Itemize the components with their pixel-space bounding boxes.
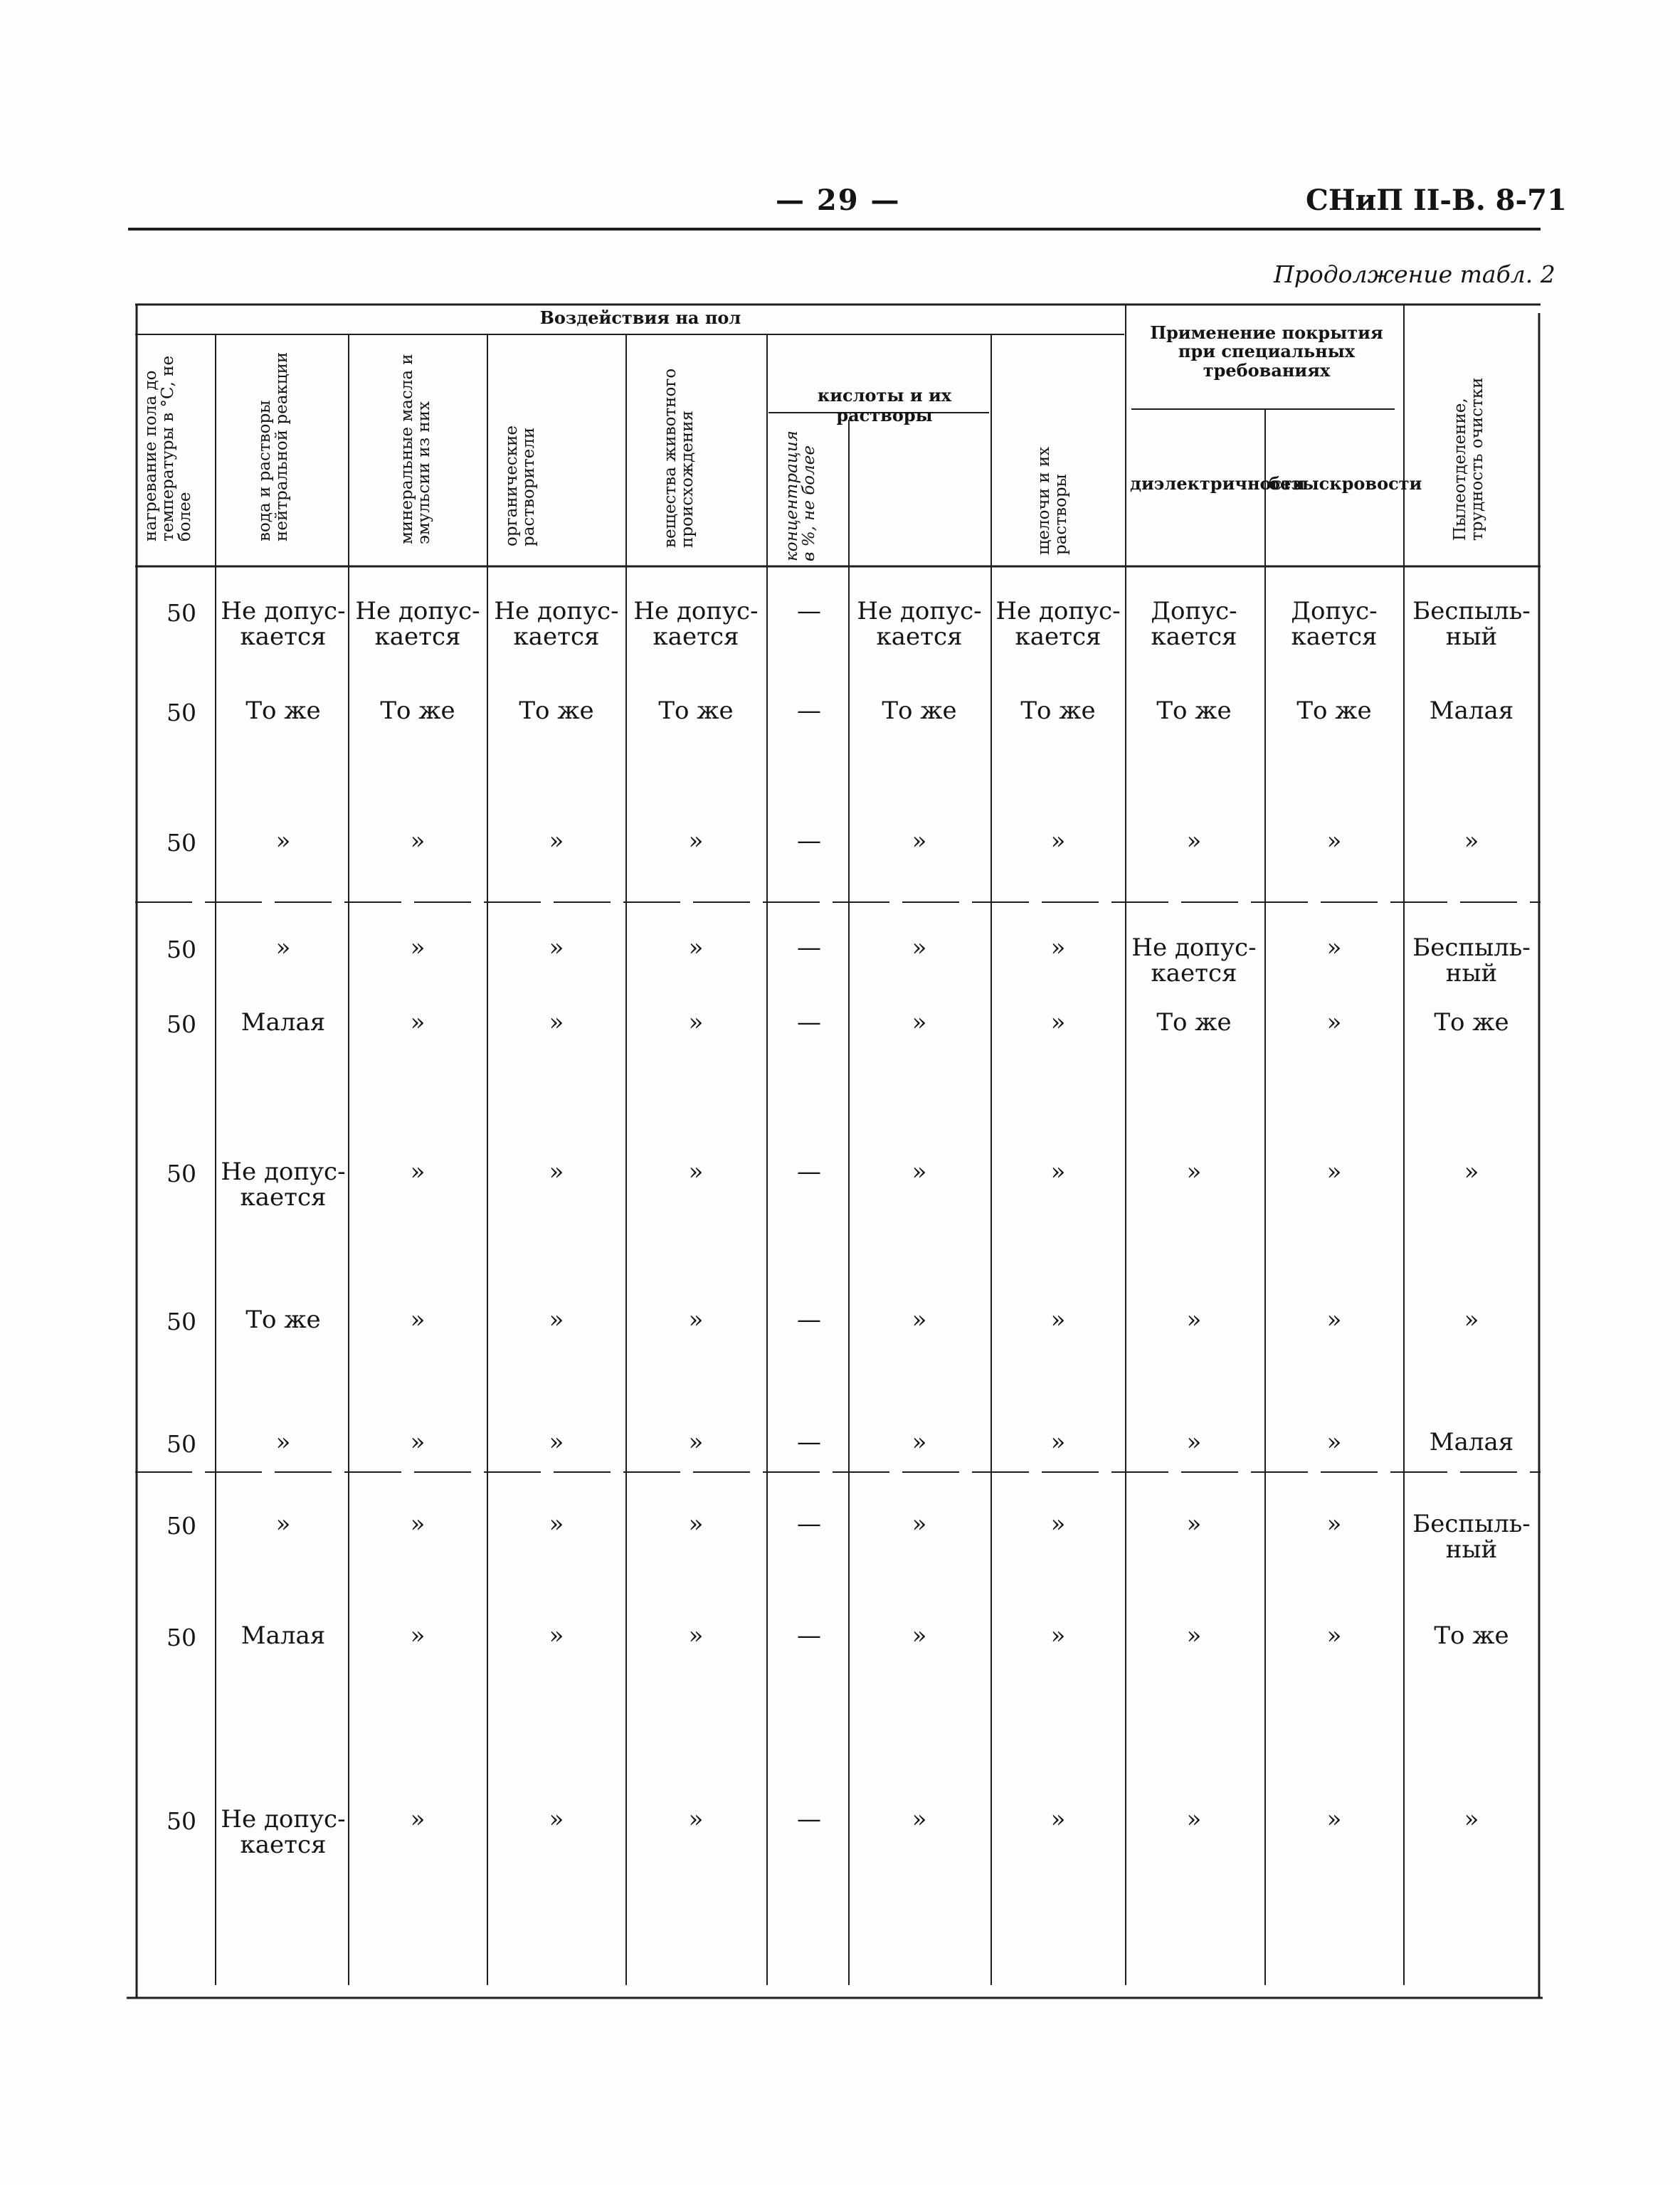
table-cell-temperature: 50 bbox=[167, 1624, 196, 1651]
table-cell: » bbox=[1464, 1306, 1479, 1334]
table-cell: » bbox=[1186, 1621, 1202, 1650]
col-header-dust: Пылеотделение, трудность очистки bbox=[1451, 377, 1487, 541]
table-cell: » bbox=[1050, 933, 1066, 962]
table-cell: » bbox=[1326, 1805, 1342, 1834]
table-cell: » bbox=[275, 933, 291, 962]
table-cell: » bbox=[1326, 827, 1342, 855]
table-cell: » bbox=[688, 933, 704, 962]
table-cell: » bbox=[549, 1510, 564, 1538]
table-cell-temperature: 50 bbox=[167, 1512, 196, 1540]
table-cell: » bbox=[1186, 827, 1202, 855]
table-cell: Беспыль- ный bbox=[1412, 597, 1531, 651]
table-cell: » bbox=[410, 1428, 426, 1456]
table-cell: То же bbox=[1156, 1008, 1232, 1037]
table-cell: » bbox=[1186, 1306, 1202, 1334]
table-cell: » bbox=[1186, 1428, 1202, 1456]
table-cell: » bbox=[1186, 1805, 1202, 1834]
table-cell-temperature: 50 bbox=[167, 1430, 196, 1458]
document-code: СНиП II-В. 8-71 bbox=[1306, 184, 1567, 217]
table-cell: Беспыль- ный bbox=[1412, 1510, 1531, 1564]
col-header-concentration: концентрация в %, не более bbox=[783, 430, 819, 561]
col-header-alkali: щелочи и их растворы bbox=[1035, 446, 1071, 555]
table-cell: » bbox=[1186, 1158, 1202, 1186]
table-cell: » bbox=[275, 827, 291, 855]
table-cell: — bbox=[797, 1805, 821, 1834]
table-cell: » bbox=[688, 1158, 704, 1186]
table-cell: То же bbox=[882, 697, 957, 725]
table-cell: Не допус- кается bbox=[995, 597, 1121, 651]
table-cell: » bbox=[1186, 1510, 1202, 1538]
table-cell: — bbox=[797, 697, 821, 725]
table-cell: » bbox=[1050, 1306, 1066, 1334]
table-cell: Не допус- кается bbox=[494, 597, 619, 651]
table-cell: Малая bbox=[1429, 697, 1514, 725]
table-cell: » bbox=[1326, 1008, 1342, 1037]
table-cell: Беспыль- ный bbox=[1412, 933, 1531, 988]
table-cell: » bbox=[1050, 1621, 1066, 1650]
table-cell: » bbox=[1326, 1306, 1342, 1334]
table-cell: » bbox=[410, 1510, 426, 1538]
table-cell: То же bbox=[1296, 697, 1372, 725]
table-cell: » bbox=[410, 1158, 426, 1186]
table-cell-temperature: 50 bbox=[167, 1308, 196, 1335]
table-cell-temperature: 50 bbox=[167, 1160, 196, 1187]
table-cell: — bbox=[797, 1621, 821, 1650]
table-cell: — bbox=[797, 1510, 821, 1538]
table-cell: » bbox=[549, 1158, 564, 1186]
table-cell: » bbox=[912, 1510, 927, 1538]
table-cell: — bbox=[797, 1306, 821, 1334]
table-cell: Не допус- кается bbox=[633, 597, 759, 651]
table-cell: Не допус- кается bbox=[857, 597, 982, 651]
table-cell: » bbox=[1050, 1158, 1066, 1186]
table-cell: » bbox=[688, 1306, 704, 1334]
table-cell: » bbox=[1326, 933, 1342, 962]
table-cell: — bbox=[797, 1428, 821, 1456]
table-cell: » bbox=[688, 827, 704, 855]
table-cell-temperature: 50 bbox=[167, 936, 196, 963]
group-header-special: Применение покрытия при специальных требованиях bbox=[1150, 322, 1383, 381]
table-cell: » bbox=[1050, 1805, 1066, 1834]
table-cell: Не допус- кается bbox=[221, 1805, 346, 1859]
table-cell: То же bbox=[380, 697, 455, 725]
table-cell: » bbox=[1326, 1621, 1342, 1650]
table-cell: — bbox=[797, 1158, 821, 1186]
table-cell: » bbox=[912, 1805, 927, 1834]
col-header-oils: минеральные масла и эмульсии из них bbox=[398, 354, 434, 544]
table-cell: То же bbox=[245, 697, 321, 725]
col-header-dielectric: диэлектричности bbox=[1130, 473, 1305, 494]
table-cell: » bbox=[1050, 1008, 1066, 1037]
table-cell: » bbox=[688, 1510, 704, 1538]
table-cell: » bbox=[912, 1621, 927, 1650]
col-header-heating: нагревание пола до температуры в °С, не более bbox=[142, 355, 195, 541]
table-cell: Малая bbox=[1429, 1428, 1514, 1456]
group-header-acids: кислоты и их растворы bbox=[817, 385, 952, 425]
table-cell: » bbox=[912, 933, 927, 962]
table-cell: » bbox=[1326, 1428, 1342, 1456]
table-cell: » bbox=[549, 1428, 564, 1456]
table-cell: » bbox=[1050, 827, 1066, 855]
table-cell: » bbox=[912, 1306, 927, 1334]
table-cell: » bbox=[688, 1008, 704, 1037]
table-cell: — bbox=[797, 597, 821, 625]
table-cell: Допус- кается bbox=[1151, 597, 1237, 651]
table-cell: » bbox=[410, 1621, 426, 1650]
table-cell: » bbox=[912, 1008, 927, 1037]
table-cell: » bbox=[549, 827, 564, 855]
table-cell: » bbox=[275, 1428, 291, 1456]
col-header-animal: вещества животного происхождения bbox=[661, 368, 697, 548]
table-cell: » bbox=[688, 1621, 704, 1650]
table-cell: То же bbox=[1156, 697, 1232, 725]
table-cell: » bbox=[912, 1428, 927, 1456]
table-cell-temperature: 50 bbox=[167, 1010, 196, 1038]
table-cell: » bbox=[912, 827, 927, 855]
page-number: — 29 — bbox=[776, 184, 901, 217]
table-cell: » bbox=[549, 1306, 564, 1334]
col-header-solvents: органические растворители bbox=[502, 425, 539, 546]
table-cell: » bbox=[549, 1008, 564, 1037]
table-cell: » bbox=[410, 1805, 426, 1834]
table-continuation-label: Продолжение табл. 2 bbox=[1274, 260, 1555, 288]
group-header-effects: Воздействия на пол bbox=[539, 307, 741, 328]
table-cell: То же bbox=[1434, 1621, 1509, 1650]
col-header-water: вода и растворы нейтральной реакции bbox=[255, 351, 292, 541]
table-cell: — bbox=[797, 827, 821, 855]
table-cell: То же bbox=[1434, 1008, 1509, 1037]
table-cell: » bbox=[912, 1158, 927, 1186]
table-cell: » bbox=[688, 1805, 704, 1834]
table-cell: Допус- кается bbox=[1291, 597, 1378, 651]
table-cell: То же bbox=[1020, 697, 1096, 725]
table-cell: » bbox=[549, 1621, 564, 1650]
table-cell: » bbox=[1326, 1158, 1342, 1186]
table-cell: » bbox=[1050, 1428, 1066, 1456]
table-cell: — bbox=[797, 1008, 821, 1037]
table-cell: — bbox=[797, 933, 821, 962]
table-cell-temperature: 50 bbox=[167, 829, 196, 857]
table-cell-temperature: 50 bbox=[167, 599, 196, 627]
table-cell: Не допус- кается bbox=[355, 597, 480, 651]
table-cell: » bbox=[1464, 827, 1479, 855]
table-cell: Малая bbox=[241, 1008, 326, 1037]
table-cell: » bbox=[410, 1008, 426, 1037]
table-cell: » bbox=[410, 1306, 426, 1334]
table-cell: Не допус- кается bbox=[1131, 933, 1257, 988]
table-cell: » bbox=[549, 1805, 564, 1834]
table-cell: Не допус- кается bbox=[221, 597, 346, 651]
table-cell: » bbox=[410, 827, 426, 855]
table-cell-temperature: 50 bbox=[167, 1807, 196, 1835]
col-header-sparkless: безыскровости bbox=[1269, 473, 1422, 494]
table-cell: » bbox=[1050, 1510, 1066, 1538]
table-cell-temperature: 50 bbox=[167, 699, 196, 726]
table-cell: » bbox=[1326, 1510, 1342, 1538]
table-cell: То же bbox=[658, 697, 734, 725]
table-cell: » bbox=[1464, 1805, 1479, 1834]
table-cell: » bbox=[688, 1428, 704, 1456]
table-cell: Малая bbox=[241, 1621, 326, 1650]
table-cell: То же bbox=[245, 1306, 321, 1334]
table-cell: То же bbox=[519, 697, 594, 725]
table-cell: Не допус- кается bbox=[221, 1158, 346, 1212]
table-cell: » bbox=[275, 1510, 291, 1538]
table-cell: » bbox=[549, 933, 564, 962]
table-cell: » bbox=[410, 933, 426, 962]
table-cell: » bbox=[1464, 1158, 1479, 1186]
